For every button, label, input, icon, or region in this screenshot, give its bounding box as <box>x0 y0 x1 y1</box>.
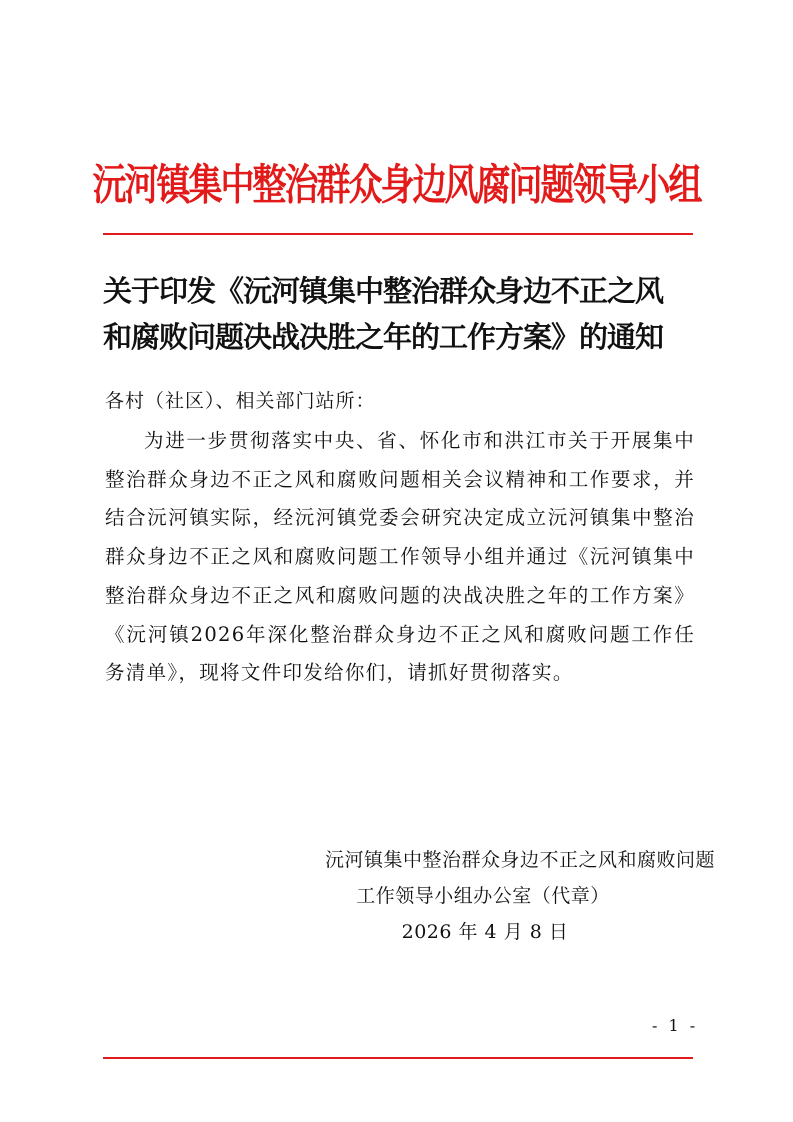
document-title-line-2: 和腐败问题决战决胜之年的工作方案》的通知 <box>103 320 664 354</box>
issuing-authority-header: 沅河镇集中整治群众身边风腐问题领导小组 <box>92 160 701 211</box>
signature-office: 工作领导小组办公室（代章） <box>356 885 610 907</box>
footer-red-rule <box>103 1057 693 1059</box>
signature-organization: 沅河镇集中整治群众身边不正之风和腐败问题 <box>324 849 715 871</box>
document-title <box>103 268 703 360</box>
page-number: - 1 - <box>652 1016 699 1035</box>
body-paragraph: 为进一步贯彻落实中央、省、怀化市和洪江市关于开展集中整治群众身边不正之风和腐败问题相关会议精神和工作要求，并结合沅河镇实际，经沅河镇党委会研究决定成立沅河镇集中整治群众身边不正之风和腐败问题工作领导小组并通过《沅河镇集中整治群众身边不正之风和腐败问题的决战决胜之年的工作方案》《沅河镇2026年深化整治群众身边不正之风和腐败问题工作任务清单》，现将文件印发给你们，请抓好贯彻落实。 <box>105 429 695 685</box>
document-title-line-1: 关于印发《沅河镇集中整治群众身边不正之风 <box>103 274 664 308</box>
header-red-rule <box>103 233 693 235</box>
signature-date: 2026 年 4 月 8 日 <box>401 921 569 943</box>
salutation: 各村（社区）、相关部门站所： <box>105 390 376 412</box>
